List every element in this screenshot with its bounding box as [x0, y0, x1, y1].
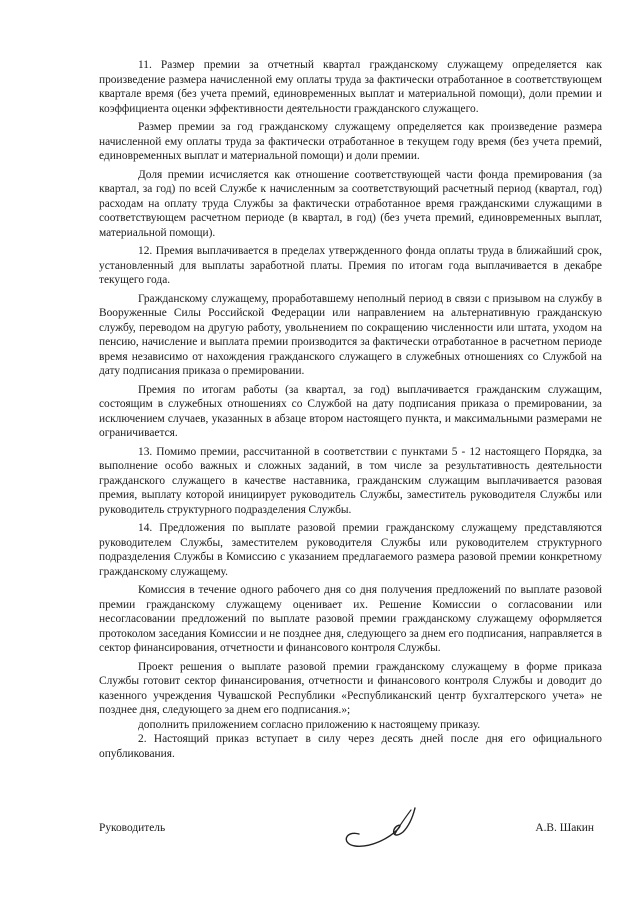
paragraph-appendix: дополнить приложением согласно приложению к настоящему приказу.: [138, 718, 481, 731]
paragraph-draft-decision: Проект решения о выплате разовой премии гражданскому служащему в форме приказа Службы готовит сектор финансирования, отчетности и финансового контроля Службы и доводит до казенного учреждения Чувашской Республики «Республиканский центр бухгалтерского учета» не позднее дня, следующего за днем его подписания.»;: [99, 660, 602, 716]
document-body: [99, 58, 602, 765]
paragraph-12: 12. Премия выплачивается в пределах утвержденного фонда оплаты труда в ближайший срок, установленный для выплаты заработной платы. Премия по итогам года выплачивается в декабре текущего года.: [99, 245, 602, 286]
signature-block: [99, 818, 602, 848]
paragraph-commission: Комиссия в течение одного рабочего дня со дня получения предложений по выплате разовой премии гражданскому служащему оценивает их. Решение Комиссии о согласовании или несогласовании предложений по выплате разовой премии гражданскому служащему оформляется протоколом заседания Комиссии и не позднее дня, следующего за днем его подписания, направляется в сектор финансирования, отчетности и финансового контроля Службы.: [99, 584, 602, 654]
paragraph-14: 14. Предложения по выплате разовой премии гражданскому служащему представляются руководителем Службы, заместителем руководителя Службы или руководителем структурного подразделения Службы в Комиссию с указанием предлагаемого размера разовой премии конкретному гражданскому служащему.: [99, 522, 602, 578]
paragraph-11: 11. Размер премии за отчетный квартал гражданскому служащему определяется как произведение размера начисленной ему оплаты труда за фактически отработанное в соответствующем квартале время (без учета премий, единовременных выплат и материальной помощи), доли премии и коэффициента оценки эффективности деятельности гражданского служащего.: [99, 59, 602, 115]
paragraph-2-effective: 2. Настоящий приказ вступает в силу через десять дней после дня его официального опубликования.: [99, 733, 602, 760]
handwritten-signature: [337, 804, 417, 850]
paragraph-partial-period: Гражданскому служащему, проработавшему неполный период в связи с призывом на службу в Вооруженные Силы Российской Федерации или направлением на альтернативную гражданскую службу, переводом на другую работу, увольнением по сокращению численности или штата, уходом на пенсию, начисление и выплата премии производится за фактически отработанное в расчетном периоде время независимо от нахождения гражданского служащего в служебных отношениях со Службой на дату подписания приказа о премировании.: [99, 292, 602, 377]
paragraph-annual-premium: Размер премии за год гражданскому служащему определяется как произведение размера начисленной ему оплаты труда за фактически отработанное в текущем году время (без учета премий, единовременных выплат и материальной помощи) и доли премии.: [99, 121, 602, 162]
signatory-name: А.В. Шакин: [535, 822, 594, 834]
paragraph-13: 13. Помимо премии, рассчитанной в соответствии с пунктами 5 - 12 настоящего Порядка, за выполнение особо важных и сложных заданий, в том числе за результативность деятельности гражданского служащего в качестве наставника, гражданским служащим выплачивается разовая премия, выплату которой инициирует руководитель Службы, заместитель руководителя Службы или руководитель структурного подразделения Службы.: [99, 445, 602, 516]
signatory-role: Руководитель: [99, 822, 166, 834]
paragraph-premium-share: Доля премии исчисляется как отношение соответствующей части фонда премирования (за квартал, за год) по всей Службе к начисленным за соответствующий расчетный период (квартал, год) расходам на оплату труда Службы за фактически отработанное время гражданскими служащими в соответствующем расчетном периоде (в квартал, в год) (без учета премий, единовременных выплат, материальной помощи).: [99, 168, 602, 239]
paragraph-quarter-year-results: Премия по итогам работы (за квартал, за год) выплачивается гражданским служащим, состоящим в служебных отношениях со Службой на дату подписания приказа о премировании, за исключением случаев, указанных в абзаце втором настоящего пункта, и максимальными размерами не ограничивается.: [99, 383, 602, 439]
